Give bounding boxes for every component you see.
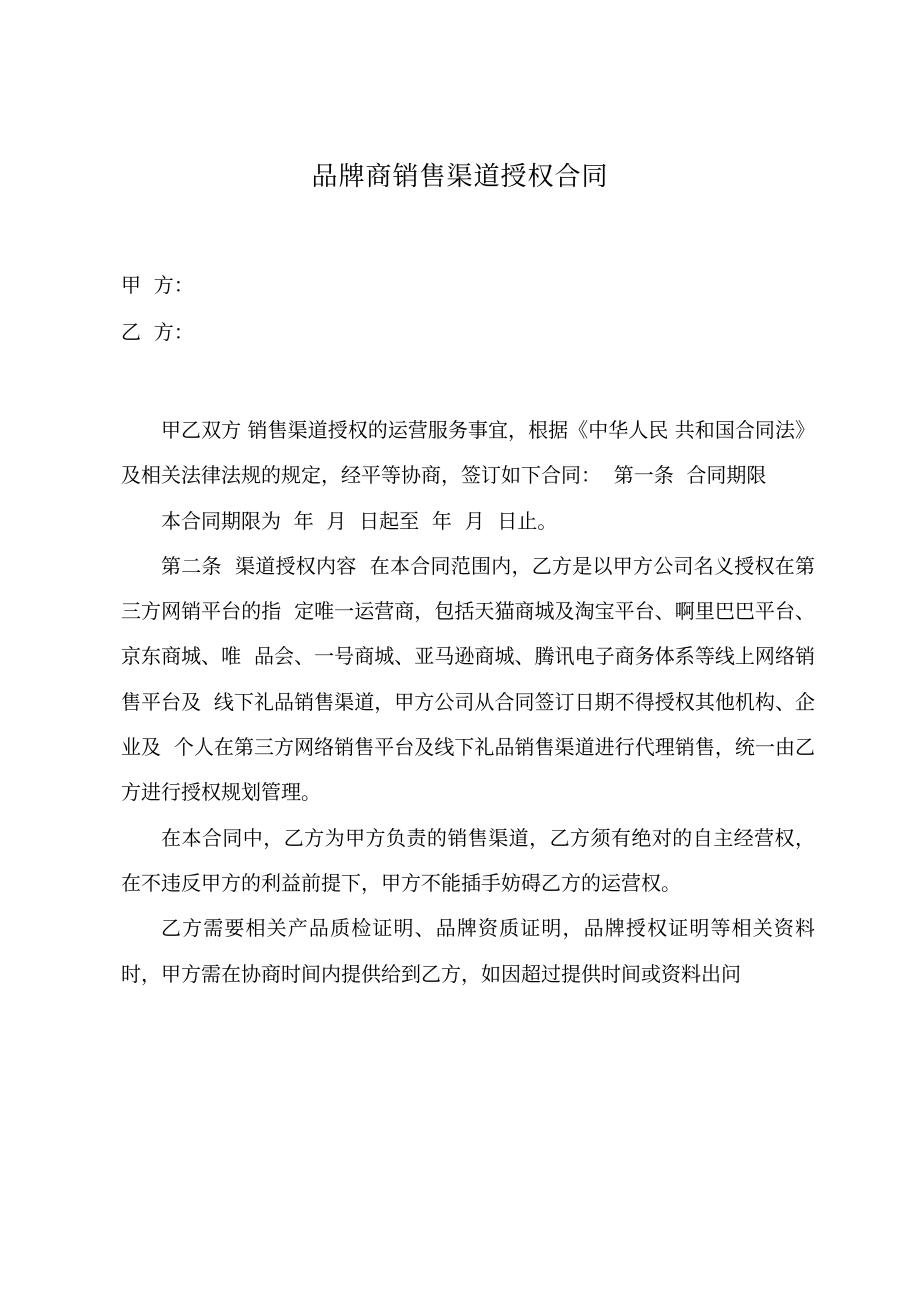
party-b-label: 乙 方： [121,320,194,344]
party-a-label: 甲 方： [121,273,194,297]
paragraph-documentation: 乙方需要相关产品质检证明、品牌资质证明，品牌授权证明等相关资料时，甲方需在协商时间内提供给到乙方，如因超过提供时间或资料出问 [121,916,815,986]
paragraph-operating-rights: 在本合同中，乙方为甲方负责的销售渠道，乙方须有绝对的自主经营权，在不违反甲方的利益前提下，甲方不能插手妨碍乙方的运营权。 [121,825,815,895]
document-title: 品牌商销售渠道授权合同 [311,162,609,192]
paragraph-authorization-scope: 第二条 渠道授权内容 在本合同范围内，乙方是以甲方公司名义授权在第三方网销平台的指 定唯一运营商，包括天猫商城及淘宝平台、啊里巴巴平台、京东商城、唯 品会、一号商城、亚马逊商城、腾讯电子商务体系等线上网络销售平台及 线下礼品销售渠道，甲方公司从合同签订日期不得授权其他机构、企业及 个人在第三方网络销售平台及线下礼品销售渠道进行代理销售，统一由乙 方进行授权规划管理。 [121,553,828,805]
paragraph-preamble: 甲乙双方 销售渠道授权的运营服务事宜，根据《中华人民 共和国合同法》及相关法律法规的规定，经平等协商，签订如下合同： 第一条 合同期限 [121,418,815,488]
paragraph-term: 本合同期限为 年 月 日起至 年 月 日止。 [161,508,558,533]
contract-body [121,408,828,997]
